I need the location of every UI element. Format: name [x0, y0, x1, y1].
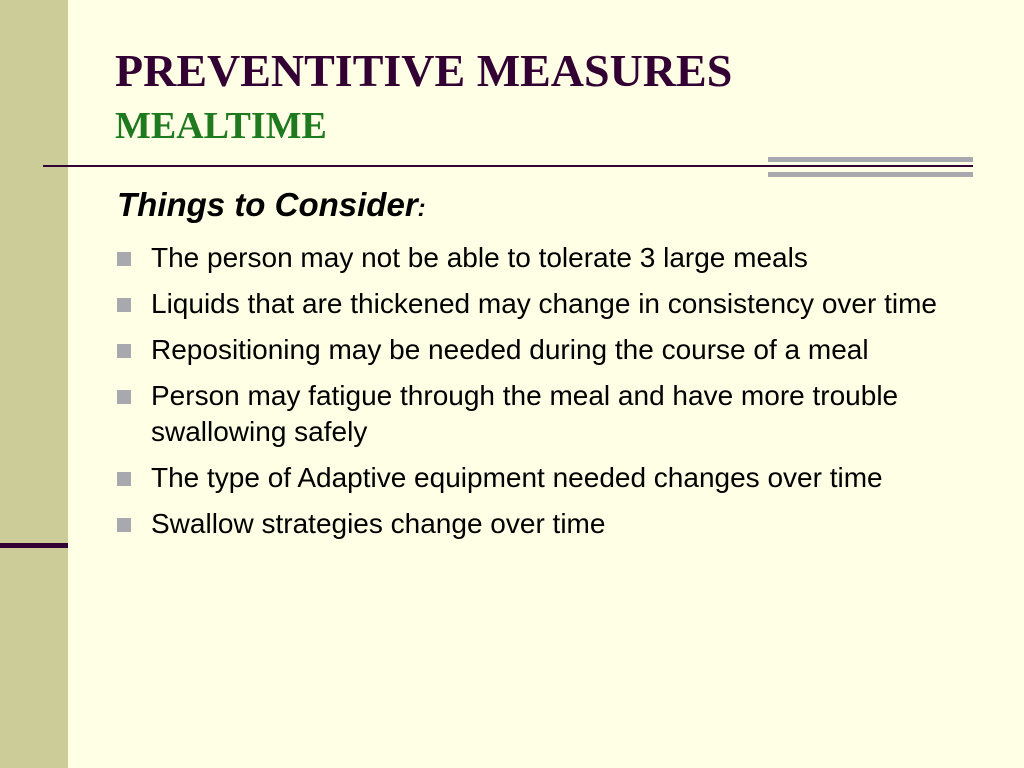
bullet-text: The person may not be able to tolerate 3 large meals	[151, 242, 808, 273]
divider-accent-bottom	[768, 172, 973, 177]
square-bullet-icon	[117, 298, 131, 312]
bullet-text: Liquids that are thickened may change in consistency over time	[151, 288, 937, 319]
bullet-item	[117, 506, 987, 542]
left-accent-bar	[0, 543, 68, 548]
slide-subtitle: MEALTIME	[115, 105, 327, 147]
slide-title: PREVENTITIVE MEASURES	[115, 45, 733, 96]
square-bullet-icon	[117, 344, 131, 358]
bullet-text: Repositioning may be needed during the course of a meal	[151, 334, 869, 365]
bullet-item	[117, 332, 987, 368]
square-bullet-icon	[117, 518, 131, 532]
square-bullet-icon	[117, 472, 131, 486]
square-bullet-icon	[117, 390, 131, 404]
bullet-list	[117, 240, 987, 542]
bullet-item	[117, 240, 987, 276]
section-heading-text: Things to Consider	[117, 186, 418, 223]
slide-content	[117, 184, 987, 552]
title-divider-line	[43, 165, 973, 167]
square-bullet-icon	[117, 252, 131, 266]
section-heading-colon: :	[417, 195, 426, 222]
bullet-text: Swallow strategies change over time	[151, 508, 606, 539]
bullet-text: Person may fatigue through the meal and have more trouble swallowing safely	[151, 380, 899, 447]
section-heading	[117, 184, 987, 230]
divider-accent-top	[768, 157, 973, 162]
bullet-item	[117, 286, 987, 322]
bullet-item	[117, 378, 987, 450]
bullet-item	[117, 460, 987, 496]
left-decorative-band	[0, 0, 68, 768]
bullet-text: The type of Adaptive equipment needed changes over time	[151, 462, 883, 493]
